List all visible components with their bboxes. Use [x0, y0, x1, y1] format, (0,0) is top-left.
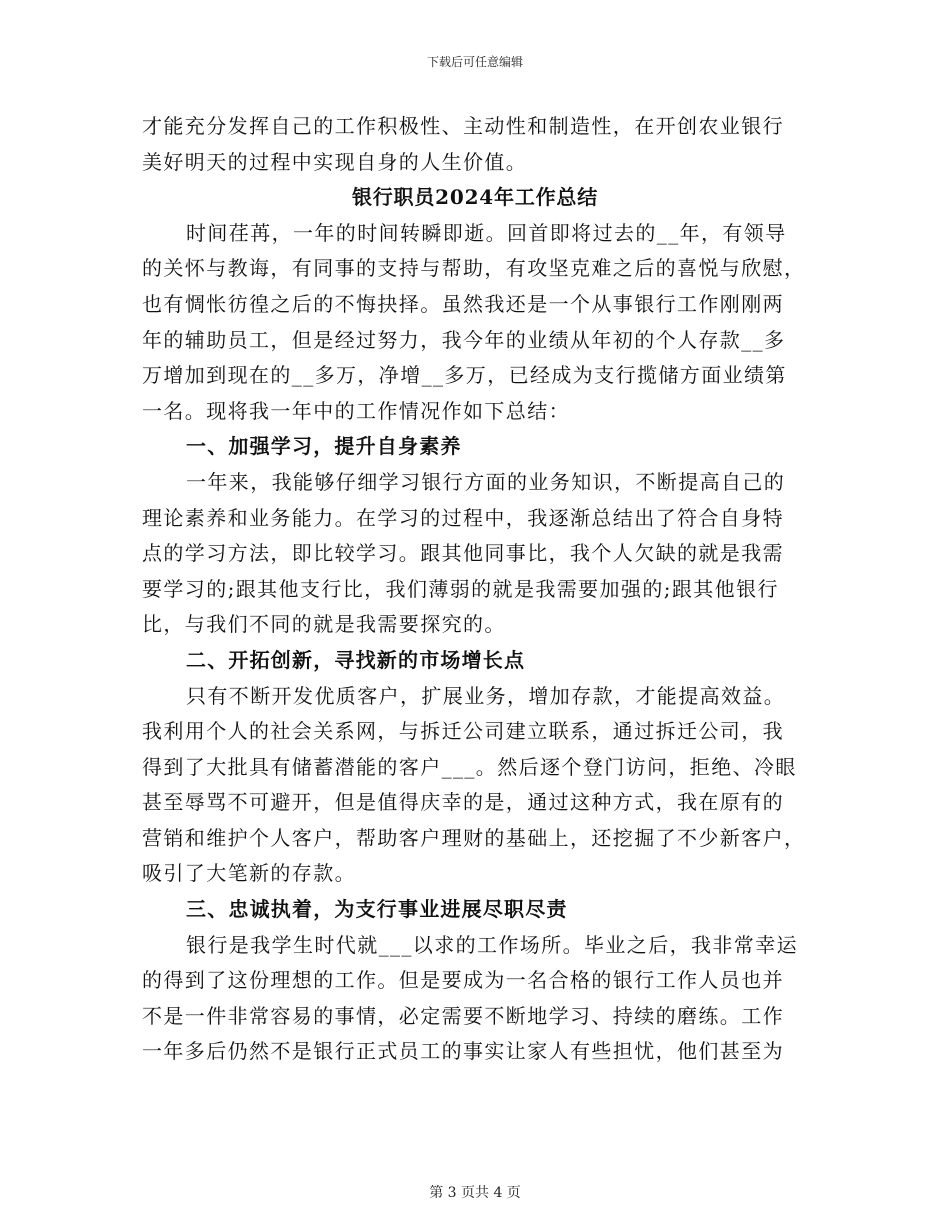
paragraph-line: 得到了大批具有储蓄潜能的客户___。然后逐个登门访问，拒绝、冷眼 [142, 754, 797, 779]
paragraph-line: 时间荏苒，一年的时间转瞬即逝。回首即将过去的__年，有领导 [186, 220, 787, 245]
paragraph-line: 美好明天的过程中实现自身的人生价值。 [142, 149, 528, 174]
paragraph-line: 也有惆怅彷徨之后的不悔抉择。虽然我还是一个从事银行工作刚刚两 [142, 291, 784, 316]
document-title: 银行职员2024年工作总结 [351, 185, 599, 210]
paragraph-line: 吸引了大笔新的存款。 [142, 861, 356, 886]
paragraph-line: 要学习的;跟其他支行比，我们薄弱的就是我需要加强的;跟其他银行 [142, 576, 779, 601]
paragraph-line: 营销和维护个人客户，帮助客户理财的基础上，还挖掘了不少新客户， [142, 825, 806, 850]
paragraph-line: 一年多后仍然不是银行正式员工的事实让家人有些担忧，他们甚至为 [142, 1039, 784, 1064]
paragraph-line: 理论素养和业务能力。在学习的过程中，我逐渐总结出了符合自身特 [142, 505, 784, 530]
paragraph-line: 一名。现将我一年中的工作情况作如下总结： [142, 398, 570, 423]
paragraph-line: 才能充分发挥自己的工作积极性、主动性和制造性，在开创农业银行 [142, 114, 784, 138]
paragraph-line: 一年来，我能够仔细学习银行方面的业务知识，不断提高自己的 [186, 469, 786, 494]
paragraph-line: 的得到了这份理想的工作。但是要成为一名合格的银行工作人员也并 [142, 968, 784, 993]
section-heading-3: 三、忠诚执着，为支行事业进展尽职尽责 [186, 897, 568, 922]
paragraph-line: 比，与我们不同的就是我需要探究的。 [142, 612, 506, 637]
paragraph-line: 年的辅助员工，但是经过努力，我今年的业绩从年初的个人存款__多 [142, 327, 786, 352]
paragraph-line: 不是一件非常容易的事情，必定需要不断地学习、持续的磨练。工作 [142, 1003, 784, 1028]
page-header: 下载后可任意编辑 [426, 55, 523, 69]
page-footer: 第 3 页共 4 页 [429, 1185, 521, 1201]
section-heading-2: 二、开拓创新，寻找新的市场增长点 [186, 647, 526, 672]
paragraph-line: 只有不断开发优质客户，扩展业务，增加存款，才能提高效益。 [186, 683, 786, 708]
paragraph-line: 甚至辱骂不可避开，但是值得庆幸的是，通过这种方式，我在原有的 [142, 790, 784, 815]
paragraph-line: 点的学习方法，即比较学习。跟其他同事比，我个人欠缺的就是我需 [142, 541, 784, 566]
paragraph-line: 万增加到现在的__多万，净增__多万，已经成为支行揽储方面业绩第 [142, 363, 787, 388]
paragraph-line: 银行是我学生时代就___以求的工作场所。毕业之后，我非常幸运 [186, 932, 798, 957]
document-body [142, 109, 808, 1070]
section-heading-1: 一、加强学习，提升自身素养 [186, 434, 462, 459]
paragraph-line: 的关怀与教诲，有同事的支持与帮助，有攻坚克难之后的喜悦与欣慰， [142, 256, 806, 281]
paragraph-line: 我利用个人的社会关系网，与拆迁公司建立联系，通过拆迁公司，我 [142, 719, 784, 744]
